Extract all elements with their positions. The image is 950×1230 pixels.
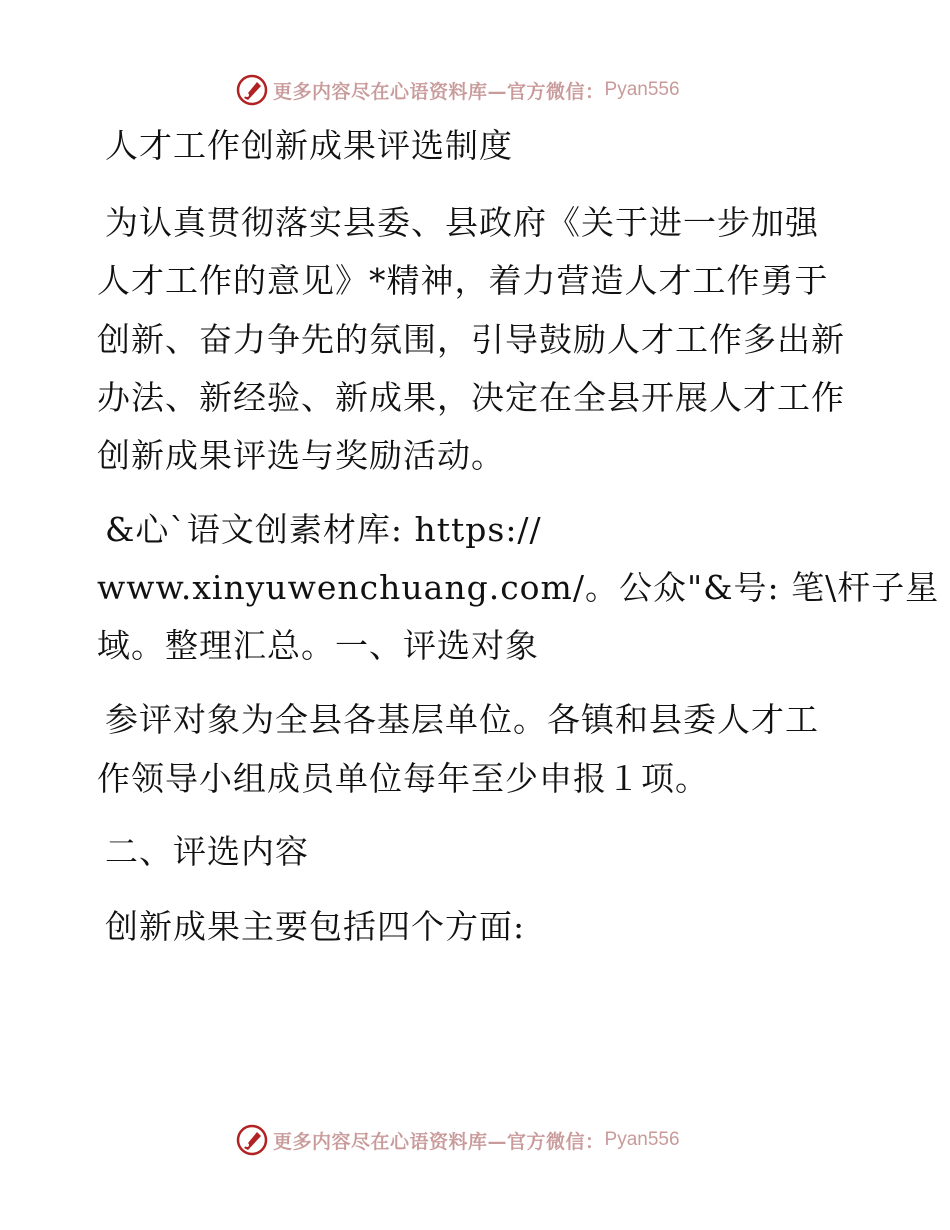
intro-line-3: 创新、奋力争先的氛围，引导鼓励人才工作多出新 — [97, 320, 845, 359]
object-line-2: 作领导小组成员单位每年至少申报１项。 — [97, 759, 709, 798]
intro-line-4: 办法、新经验、新成果，决定在全县开展人才工作 — [97, 378, 845, 417]
intro-line-1: 为认真贯彻落实县委、县政府《关于进一步加强 — [105, 203, 819, 242]
source-line-3: 域。整理汇总。一、评选对象 — [97, 626, 539, 665]
section2-text: 创新成果主要包括四个方面: — [105, 907, 526, 946]
pen-nib-logo-icon — [235, 1123, 269, 1157]
section2-heading: 二、评选内容 — [105, 832, 309, 871]
intro-line-5: 创新成果评选与奖励活动。 — [97, 436, 505, 475]
header-wechat-id: Pyan556 — [604, 79, 680, 100]
source-line-2: www.xinyuwenchuang.com/。公众"&号: 笔\杆子星 — [97, 568, 940, 607]
footer-banner-text: 更多内容尽在心语资料库—官方微信： — [273, 1130, 605, 1153]
intro-line-2: 人才工作的意见》*精神，着力营造人才工作勇于 — [97, 261, 829, 300]
object-line-1: 参评对象为全县各基层单位。各镇和县委人才工 — [105, 700, 819, 739]
pen-nib-logo-icon — [235, 73, 269, 107]
header-banner — [235, 70, 680, 110]
footer-wechat-id: Pyan556 — [604, 1129, 680, 1150]
footer-banner — [235, 1120, 680, 1160]
document-title: 人才工作创新成果评选制度 — [105, 126, 513, 165]
source-line-1: &心`语文创素材库: https:// — [105, 510, 542, 549]
header-banner-text: 更多内容尽在心语资料库—官方微信： — [273, 80, 605, 103]
